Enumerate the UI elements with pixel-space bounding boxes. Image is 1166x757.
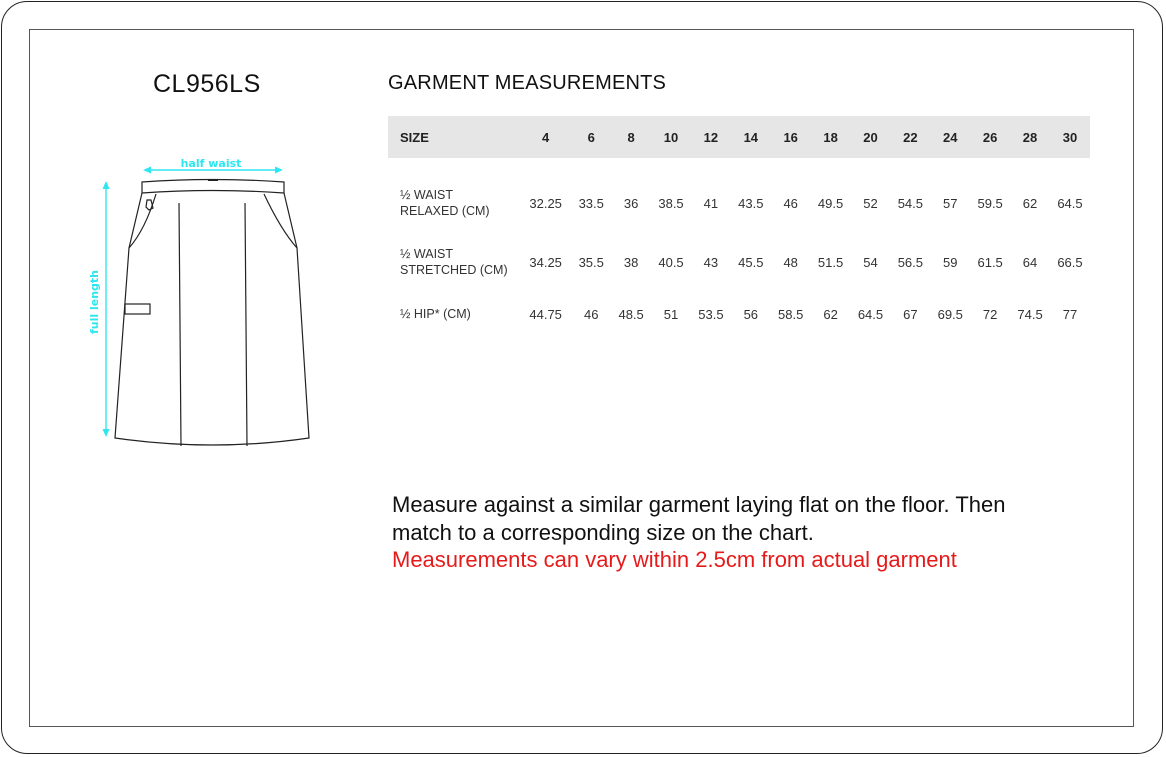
note-line2: match to a corresponding size on the chart. bbox=[392, 519, 814, 545]
table-cell: 64.5 bbox=[1057, 195, 1083, 211]
full-length-label: full length bbox=[88, 269, 101, 335]
table-cell: 35.5 bbox=[578, 254, 604, 270]
size-20: 20 bbox=[851, 116, 891, 158]
row-label bbox=[388, 158, 520, 234]
table-cell: 64 bbox=[1022, 254, 1038, 270]
table-cell: 46 bbox=[783, 195, 798, 211]
size-22: 22 bbox=[890, 116, 930, 158]
table-cell: 56 bbox=[743, 306, 759, 322]
size-6: 6 bbox=[571, 116, 611, 158]
skirt-diagram bbox=[85, 150, 325, 460]
table-cell: 54 bbox=[863, 254, 878, 270]
table-cell: 44.75 bbox=[529, 306, 562, 322]
table-row-waist-relaxed bbox=[388, 158, 1090, 234]
size-12: 12 bbox=[691, 116, 731, 158]
table-cell: 48 bbox=[783, 254, 798, 270]
table-cell: 41 bbox=[703, 195, 719, 211]
size-4: 4 bbox=[520, 116, 571, 158]
note-line1: Measure against a similar garment laying flat on the floor. Then bbox=[392, 492, 1006, 517]
table-cell: 54.5 bbox=[897, 195, 924, 211]
row-label-line1: ½ WAIST bbox=[400, 247, 454, 261]
measurement-table bbox=[388, 116, 1090, 338]
size-30: 30 bbox=[1050, 116, 1090, 158]
table-cell: 51 bbox=[663, 306, 679, 322]
table-cell: 69.5 bbox=[937, 306, 963, 322]
table-cell: 58.5 bbox=[778, 306, 804, 322]
table-row-hip bbox=[388, 290, 1090, 338]
table-cell: 51.5 bbox=[817, 254, 844, 270]
row-label-line2: RELAXED (CM) bbox=[400, 204, 490, 218]
measurement-note bbox=[392, 491, 1112, 574]
table-cell: 52 bbox=[863, 195, 878, 211]
table-cell: 45.5 bbox=[738, 254, 764, 270]
table-cell: 59 bbox=[943, 254, 958, 270]
table-cell: 59.5 bbox=[977, 195, 1003, 211]
table-row-waist-stretched bbox=[388, 234, 1090, 290]
table-cell: 53.5 bbox=[698, 306, 724, 322]
table-cell: 62 bbox=[823, 306, 838, 322]
table-cell: 56.5 bbox=[897, 254, 924, 270]
size-16: 16 bbox=[771, 116, 811, 158]
note-warning: Measurements can vary within 2.5cm from actual garment bbox=[392, 547, 957, 572]
table-cell: 34.25 bbox=[529, 254, 562, 270]
table-cell: 38.5 bbox=[658, 195, 684, 211]
size-header-label: SIZE bbox=[388, 116, 520, 158]
table-cell: 74.5 bbox=[1017, 306, 1043, 322]
table-cell: 48.5 bbox=[618, 306, 644, 322]
size-18: 18 bbox=[811, 116, 851, 158]
style-code: CL956LS bbox=[153, 70, 261, 98]
size-24: 24 bbox=[930, 116, 970, 158]
full-length-arrow-icon bbox=[103, 181, 110, 437]
table-cell: 38 bbox=[623, 254, 639, 270]
size-header-row bbox=[388, 116, 1090, 158]
half-waist-label: half waist bbox=[180, 157, 242, 170]
table-cell: 61.5 bbox=[977, 254, 1003, 270]
table-cell: 36 bbox=[623, 195, 639, 211]
row-label: ½ HIP* (CM) bbox=[400, 307, 471, 321]
skirt-outline bbox=[115, 180, 309, 447]
table-cell: 77 bbox=[1062, 306, 1078, 322]
table-cell: 72 bbox=[982, 306, 998, 322]
table-cell: 67 bbox=[903, 306, 918, 322]
size-10: 10 bbox=[651, 116, 691, 158]
table-cell: 62 bbox=[1022, 195, 1038, 211]
table-cell: 43 bbox=[703, 254, 719, 270]
sheet-title: GARMENT MEASUREMENTS bbox=[388, 72, 667, 94]
size-28: 28 bbox=[1010, 116, 1050, 158]
size-14: 14 bbox=[731, 116, 771, 158]
table-cell: 64.5 bbox=[857, 306, 884, 322]
table-cell: 33.5 bbox=[578, 195, 604, 211]
table-cell: 46 bbox=[584, 306, 599, 322]
row-label bbox=[388, 234, 520, 290]
table-cell: 66.5 bbox=[1057, 254, 1083, 270]
table-cell: 43.5 bbox=[738, 195, 764, 211]
size-26: 26 bbox=[970, 116, 1010, 158]
size-8: 8 bbox=[611, 116, 651, 158]
table-cell: 40.5 bbox=[658, 254, 684, 270]
table-cell: 32.25 bbox=[529, 195, 562, 211]
row-label-line2: STRETCHED (CM) bbox=[400, 263, 508, 277]
table-cell: 49.5 bbox=[817, 195, 844, 211]
table-cell: 57 bbox=[943, 195, 958, 211]
row-label-line1: ½ WAIST bbox=[400, 188, 454, 202]
